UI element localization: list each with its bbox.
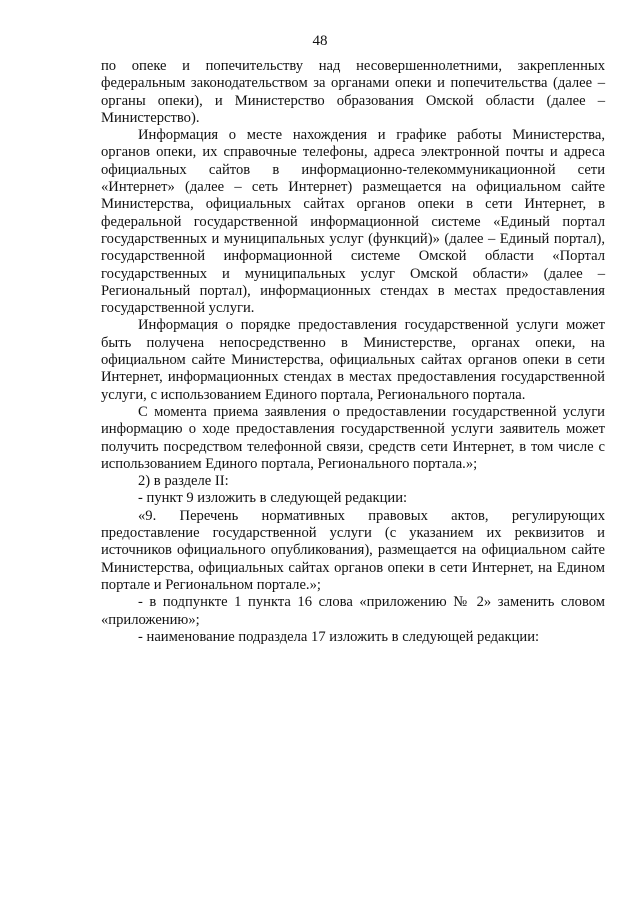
paragraph: Информация о месте нахождения и графике работы Министерства, органов опеки, их справочные телефоны, адреса электронной почты и адреса официальных сайтов в информационно-телекоммуникационной сети «Интернет» (далее – сеть Интернет) размещается на официальном сайте Министерства, официальных сайтах органов опеки в сети Интернет, в федеральной государственной информационной системе «Единый портал государственных и муниципальных услуг (функций)» (далее – Единый портал), государственной информационной системе Омской области «Портал государственных и муниципальных услуг Омской области» (далее – Региональный портал), информационных стендах в местах предоставления государственной услуги.: [101, 127, 605, 317]
paragraph: по опеке и попечительству над несовершеннолетними, закрепленных федеральным законодательством за органами опеки и попечительства (далее – органы опеки), и Министерство образования Омской области (далее – Министерство).: [101, 58, 605, 126]
paragraph: - наименование подраздела 17 изложить в следующей редакции:: [138, 628, 540, 645]
paragraph: С момента приема заявления о предоставлении государственной услуги информацию о ходе предоставления государственной услуги заявитель может получить посредством телефонной связи, средств сети Интернет, в том числе с использованием Единого портала, Регионального портала.»;: [101, 403, 605, 472]
page-number: 48: [312, 33, 328, 49]
paragraph: «9. Перечень нормативных правовых актов, регулирующих предоставление государственной услуги (с указанием их реквизитов и источников официального опубликования), размещается на официальном сайте Министерства, официальных сайтах органов опеки в сети Интернет, на Едином портале и Региональном портале.»;: [101, 507, 605, 593]
paragraph: - в подпункте 1 пункта 16 слова «приложению № 2» заменить словом «приложению»;: [101, 594, 605, 628]
paragraph: - пункт 9 изложить в следующей редакции:: [138, 490, 408, 507]
paragraph: 2) в разделе II:: [138, 473, 229, 490]
document-body: [101, 58, 605, 646]
paragraph: Информация о порядке предоставления государственной услуги может быть получена непосредственно в Министерстве, органах опеки, на официальном сайте Министерства, официальных сайтах органов опеки в сети Интернет, информационных стендах в местах предоставления государственной услуги, с использованием Единого портала, Регионального портала.: [101, 317, 605, 403]
